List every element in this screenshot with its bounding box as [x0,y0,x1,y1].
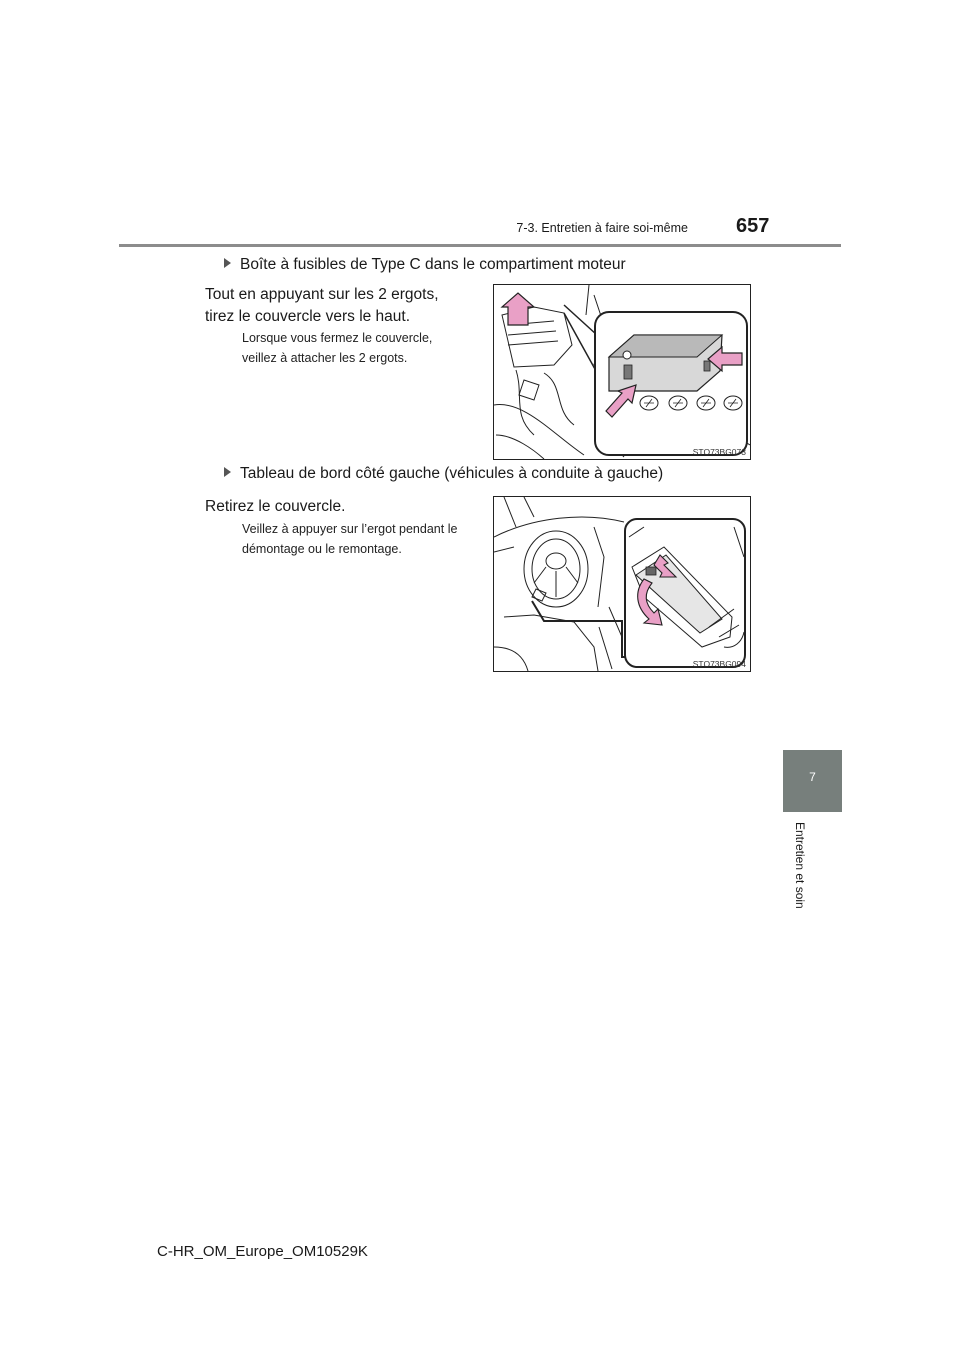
instruction-paragraph [205,284,477,328]
engine-fusebox-illustration [494,285,750,459]
bullet-text: Boîte à fusibles de Type C dans le compartiment moteur [240,256,626,273]
instruction-paragraph [205,496,477,518]
header-rule [119,244,841,247]
bullet-text: Tableau de bord côté gauche (véhicules à conduite à gauche) [240,465,664,482]
chapter-number: 7 [809,770,816,784]
note-line: Veillez à appuyer sur l’ergot pendant le [242,522,458,536]
bullet-heading-dashboard [224,465,663,483]
page-number: 657 [736,215,770,237]
figure-dashboard-cover [493,496,751,672]
bullet-heading-fusebox [224,256,626,274]
dashboard-cover-illustration [494,497,750,671]
note-line: veillez à attacher les 2 ergots. [242,351,408,365]
document-id: C-HR_OM_Europe_OM10529K [157,1243,368,1260]
figure-code: STO73BG094 [692,659,746,669]
figure-engine-fusebox [493,284,751,460]
note-paragraph [242,328,477,368]
pull-up-arrow-icon [502,293,534,325]
note-line: démontage ou le remontage. [242,542,402,556]
instruction-line: Tout en appuyant sur les 2 ergots, [205,286,439,303]
bullet-arrow-icon [224,467,231,477]
figure-code: STO73BG073 [692,447,746,457]
instruction-line: tirez le couvercle vers le haut. [205,308,411,325]
instruction-line: Retirez le couvercle. [205,498,346,515]
note-paragraph [242,519,477,559]
section-title: 7-3. Entretien à faire soi-même [516,221,688,235]
chapter-label: Entretien et soin [793,822,807,909]
bullet-arrow-icon [224,258,231,268]
note-line: Lorsque vous fermez le couvercle, [242,331,433,345]
